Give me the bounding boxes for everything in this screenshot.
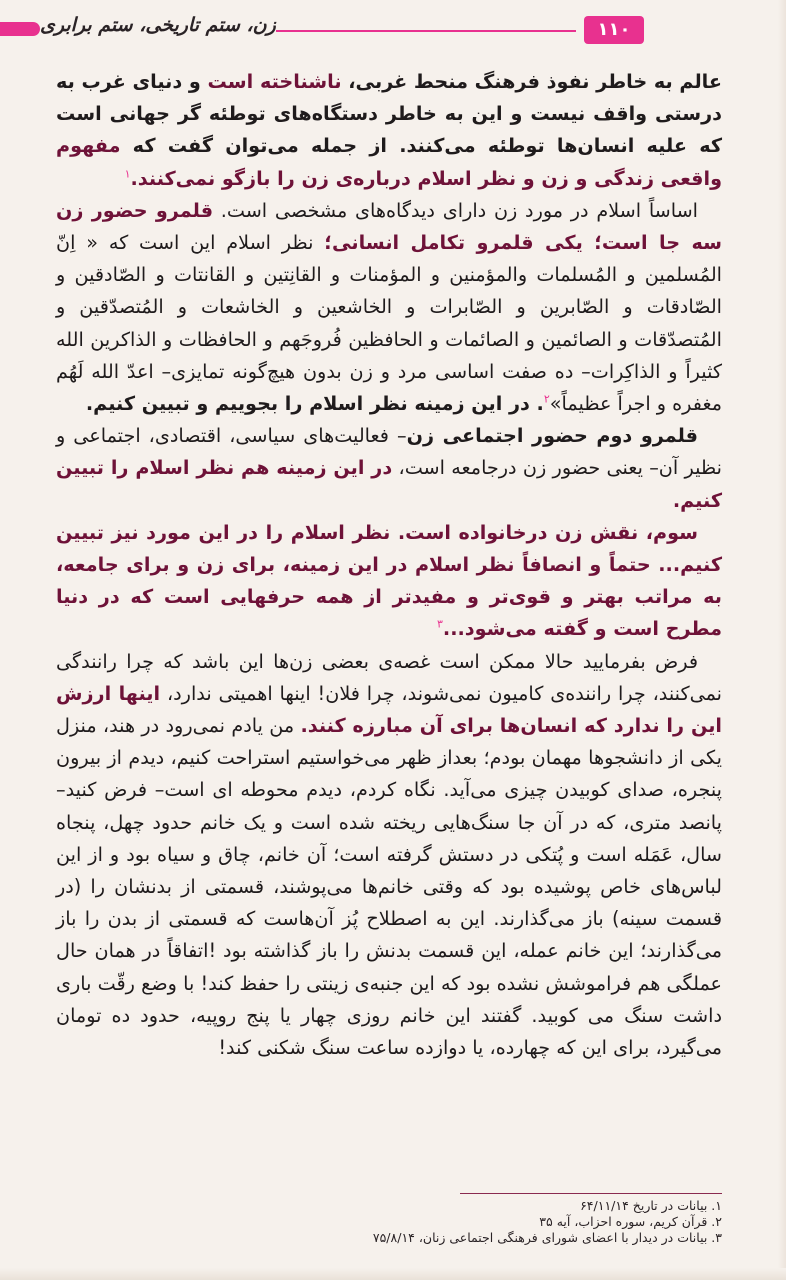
p5-emphasis-b: اینها ارزش این را ندارد که انسان‌ها برای آن مبارزه کنند. [56, 681, 722, 738]
p3-emphasis-a: قلمرو دوم حضور اجتماعی زن [406, 424, 698, 448]
p1-text-a: عالم به خاطر نفوذ فرهنگ منحط غربی، [341, 70, 722, 93]
header-rule [276, 30, 576, 32]
p2-emphasis-d: . در این زمینه نظر اسلام را بجوییم و تبیین کنیم. [85, 392, 544, 416]
header-accent-bar [0, 22, 40, 36]
p4-emphasis-a: سوم، نقش زن درخانواده است. نظر اسلام را در این مورد نیز تبیین کنیم... حتماً و انصافاً نظر اسلام در این زمینه، برای زن و برای جامعه، به مراتب بهتر و قوی‌تر و مفیدتر از همه حرفهایی است که در دنیا مطرح است و گفته می‌شود... [56, 520, 722, 641]
page-bottom-edge [0, 1268, 786, 1280]
footnote-ref-3: ۳ [436, 618, 443, 632]
p3-emphasis-c: در این زمینه هم نظر اسلام را تبیین کنیم. [56, 456, 722, 512]
footnotes [200, 1198, 722, 1246]
footnote-3: ۳. بیانات در دیدار با اعضای شورای فرهنگی اجتماعی زنان، ۷۵/۸/۱۴ [372, 1230, 722, 1245]
paragraph-1 [56, 66, 722, 195]
footnote-2: ۲. قرآن کریم، سوره احزاب، آیه ۳۵ [539, 1214, 722, 1229]
paragraph-3 [56, 420, 722, 517]
page-number: ۱۱۰ [584, 16, 644, 44]
page-header [0, 12, 786, 54]
p2-text-a: اساساً اسلام در مورد زن دارای دیدگاه‌های مشخصی است. [213, 198, 699, 222]
footnote-ref-1: ۱ [124, 167, 131, 181]
running-title: زن، ستم تاریخی، ستم برابری [40, 14, 276, 36]
p2-emphasis-b: قلمرو حضور زن سه جا است؛ یکی قلمرو تکامل انسانی؛ [56, 198, 722, 255]
body-text [56, 66, 722, 1064]
p5-text-c: من یادم نمی‌رود در هند، منزل یکی از دانشجوها مهمان بودم؛ بعداز ظهر می‌خواستیم استراحت کنیم، دیدم از بیرون پنجره، صدای کوبیدن چیزی می‌آید. نگاه کردم، دیدم محوطه ای است– فرض کنید– پانصد متری، که در آن جا سنگ‌هایی ریخته شده است و یک خانم حدود چهل، پنجاه سال، عَمَله است و پُتکی در دستش گرفته است؛ آن خانم، چاق و سیاه بود و از این لباس‌های خاص پوشیده بود که وقتی خانم‌ها می‌پوشند، قسمتی از بدنشان را (در قسمت سینه) باز می‌گذارند. این به اصطلاح پُز آن‌هاست که قسمتی از بدن را باز می‌گذارند؛ این خانم عمله، این قسمت بدنش را باز گذاشته بود !اتفاقاً در همان حال عملگی هم فراموشش نشده بود که این جنبه‌ی زینتی را حفظ کند! با وضع رقّت باری داشت سنگ می کوبید. گفتند این خانم روزی چهار یا پنج روپیه، حدود ده تومان می‌گیرد، برای این که چهارده، یا دوازده ساعت سنگ شکنی کند! [56, 714, 722, 1060]
paragraph-2 [56, 195, 722, 420]
p1-emphasis-b: ناشناخته است [207, 70, 342, 93]
paragraph-5 [56, 646, 722, 1065]
footnote-rule [460, 1193, 722, 1194]
page-edge [778, 0, 786, 1280]
paragraph-4 [56, 517, 722, 646]
p2-text-c: نظر اسلام این است که « اِنّ المُسلمین و المُسلمات والمؤمنین و المؤمنات و القانِتین و القانتات و الصّادقین و الصّادقات و الصّابرین و الصّابرات و الخاشعین و الخاشعات و المُتصدّقین و المُتصدّقات و الصائمین و الصائمات و الحافظین فُروجَهم و الحافظات و الذاکرین الله کثیراً و الذاکِرات– ده صفت اساسی مرد و زن بدون هیچ‌گونه تمایزی– اعدّ الله لَهُم مغفره و اجراً عظیماً» [56, 231, 722, 416]
footnote-1: ۱. بیانات در تاریخ ۶۴/۱۱/۱۴ [580, 1198, 722, 1213]
p5-text-a: فرض بفرمایید حالا ممکن است غصه‌ی بعضی زن‌ها این باشد که چرا رانندگی نمی‌کنند، چرا راننده‌ی کامیون نمی‌شوند، چرا فلان! اینها اهمیتی ندارد، [56, 649, 723, 705]
footnote-ref-2: ۲ [543, 392, 550, 406]
p3-text-b: – فعالیت‌های سیاسی، اقتصادی، اجتماعی و نظیر آن– یعنی حضور زن درجامعه است، [56, 424, 722, 480]
p1-text-c: و دنیای غرب به درستی واقف نیست و این به خاطر دستگاه‌های توطئه گر جهانی است که علیه انسان‌ها توطئه می‌کنند. از جمله می‌توان گفت که [56, 70, 722, 158]
p1-emphasis-d: مفهوم واقعی زندگی و زن و نظر اسلام درباره‌ی زن را بازگو نمی‌کنند. [56, 134, 722, 190]
